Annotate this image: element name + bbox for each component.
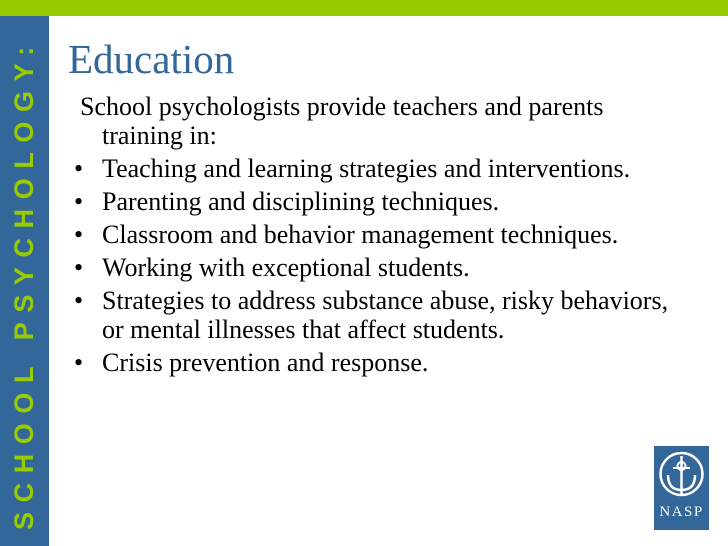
- list-item: [74, 286, 680, 344]
- bullet-list: [74, 154, 680, 377]
- sidebar-label: SCHOOL PSYCHOLOGY:: [9, 37, 39, 530]
- slide-body: [74, 92, 680, 377]
- list-item: [74, 220, 680, 249]
- list-item-text: Parenting and disciplining techniques.: [102, 187, 500, 216]
- bullet-icon: •: [74, 253, 84, 282]
- list-item-text: Teaching and learning strategies and interventions.: [102, 154, 631, 183]
- list-item-text: Classroom and behavior management techniques.: [102, 220, 619, 249]
- nasp-logo: [654, 446, 709, 530]
- slide-title: Education: [68, 36, 235, 82]
- top-accent-bar: [0, 0, 728, 16]
- list-item: [74, 253, 680, 282]
- psi-emblem-icon: [654, 446, 709, 502]
- list-item: [74, 187, 680, 216]
- list-item-text: Crisis prevention and response.: [102, 348, 429, 377]
- bullet-icon: •: [74, 154, 84, 183]
- intro-text: School psychologists provide teachers and parents training in:: [80, 92, 604, 150]
- bullet-icon: •: [74, 220, 84, 249]
- bullet-icon: •: [74, 348, 84, 377]
- bullet-icon: •: [74, 286, 84, 315]
- list-item-text: Working with exceptional students.: [102, 253, 470, 282]
- list-item: [74, 348, 680, 377]
- logo-label: NASP: [659, 504, 704, 520]
- list-item-text: Strategies to address substance abuse, risky behaviors, or mental illnesses that affect students.: [102, 286, 669, 344]
- bullet-icon: •: [74, 187, 84, 216]
- list-item: [74, 154, 680, 183]
